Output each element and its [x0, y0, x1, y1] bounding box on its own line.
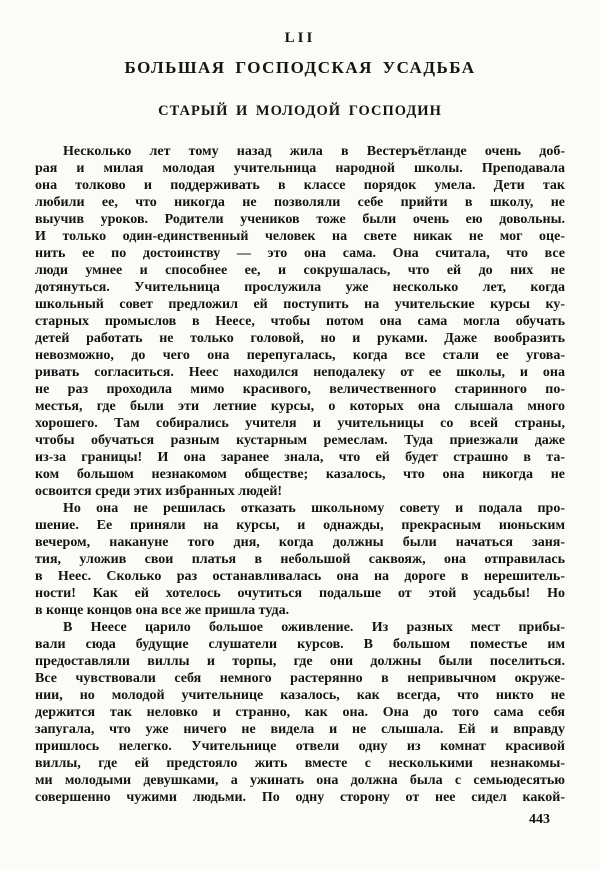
text-line: хорошего. Там собирались учителя и учительницы со всей страны, [35, 416, 565, 431]
text-line: местья, где были эти летние курсы, о которых она слышала много [35, 399, 565, 414]
text-line: чтобы обучаться разным кустарным ремеслам. Туда приезжали даже [35, 433, 565, 448]
text-line: вечером, накануне того дня, когда должны были начаться заня- [35, 535, 565, 550]
text-line: невозможно, до чего она перепугалась, когда все стали ее угова- [35, 348, 565, 363]
chapter-title: БОЛЬШАЯ ГОСПОДСКАЯ УСАДЬБА [124, 58, 476, 77]
page-number: 443 [529, 812, 550, 827]
text-line: Все чувствовали себя немного растерянно в непривычном окруже- [35, 671, 565, 686]
chapter-number: LII [284, 30, 316, 46]
text-line: детей работать не только головой, но и руками. Даже вообразить [35, 331, 565, 346]
text-line: предоставляли виллы и торпы, где они должны были поселиться. [35, 654, 565, 669]
text-line: И только один-единственный человек на свете никак не мог оце- [35, 229, 565, 244]
text-line: ком большом незнакомом обществе; казалось, что она никогда не [35, 467, 565, 482]
text-line: в Неес. Сколько раз останавливалась она на дороге в нерешитель- [35, 569, 565, 584]
text-line: любили ее, что никогда не позволяли себе прийти в школу, не [35, 195, 565, 210]
text-line: в конце концов она все же пришла туда. [35, 603, 290, 618]
text-line: запугала, что уже ничего не видела и не слышала. Ей и вправду [35, 722, 565, 737]
text-line: Несколько лет тому назад жила в Вестеръётланде очень доб- [63, 144, 565, 159]
text-line: не раз проходила мимо красивого, величественного старинного по- [35, 382, 565, 397]
text-line: ривать согласиться. Неес находился неподалеку от ее школы, и она [35, 365, 565, 380]
text-line: тия, уложив свои платья в небольшой саквояж, она отправилась [35, 552, 565, 567]
text-line: старных промыслов в Неесе, чтобы потом она сама могла обучать [35, 314, 565, 329]
text-line: школьный совет предложил ей поступить на учительские курсы ку- [35, 297, 565, 312]
text-line: пришлось нелегко. Учительнице отвели одну из комнат красивой [35, 739, 565, 754]
paragraph [35, 143, 565, 500]
text-line: ми молодыми девушками, а ужинать она должна была с семьюдесятью [35, 773, 565, 788]
section-title: СТАРЫЙ И МОЛОДОЙ ГОСПОДИН [158, 103, 442, 119]
text-line: Но она не решилась отказать школьному совету и подала про- [63, 501, 565, 516]
text-line: виллы, где ей предстояло жить вместе с несколькими незнакомы- [35, 756, 565, 771]
text-line: нить ее по достоинству — это она сама. Она считала, что все [35, 246, 565, 261]
text-line: совершенно чужими людьми. По одну сторону от нее сидел какой- [35, 790, 565, 805]
text-line: вали сюда будущие слушатели курсов. В большом поместье им [35, 637, 565, 652]
text-line: шение. Ее приняли на курсы, и однажды, прекрасным июньским [35, 518, 565, 533]
text-line: выучив уроков. Родители учеников тоже были очень ею довольны. [35, 212, 565, 227]
text-line: из-за границы! И она заранее знала, что ей будет страшно в та- [35, 450, 565, 465]
paragraph [35, 619, 565, 806]
text-line: В Неесе царило большое оживление. Из разных мест прибы- [63, 620, 565, 635]
text-line: она толково и поддерживать в классе порядок умела. Дети так [35, 178, 565, 193]
text-line: ности! Как ей хотелось очутиться подальше от этой усадьбы! Но [35, 586, 565, 601]
body-text [35, 143, 565, 806]
paragraph [35, 500, 565, 619]
text-line: рая и милая молодая учительница народной школы. Преподавала [35, 161, 565, 176]
text-line: люди умнее и способнее ее, и сокрушалась, что ей до них не [35, 263, 565, 278]
text-line: нии, но молодой учительнице казалось, как всегда, что никто не [35, 688, 565, 703]
text-line: держится так неловко и странно, как она. Она до того сама себя [35, 705, 565, 720]
text-line: дотянуться. Учительница прослужила уже несколько лет, когда [35, 280, 565, 295]
text-line: освоится среди этих избранных людей! [35, 484, 283, 499]
